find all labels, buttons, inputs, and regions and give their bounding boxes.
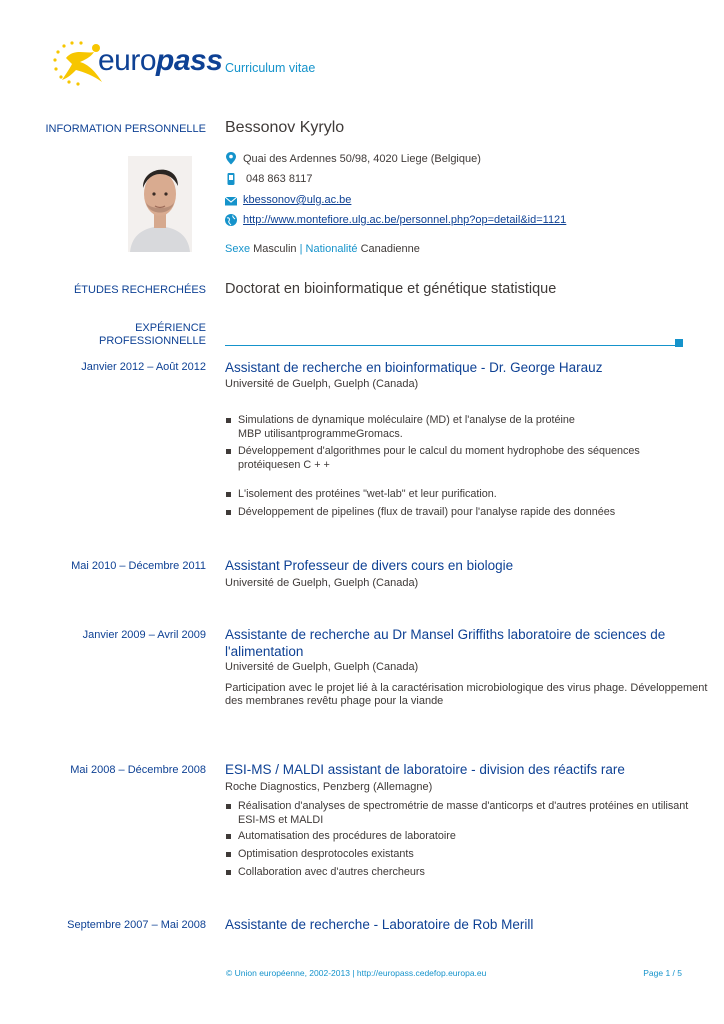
email-link[interactable]: kbessonov@ulg.ac.be	[243, 194, 352, 206]
studies-value: Doctorat en bioinformatique et génétique statistique	[225, 281, 557, 297]
exp1-title: Assistant de recherche en bioinformatique - Dr. George Harauz	[225, 360, 603, 375]
sex-label: Sexe	[225, 243, 251, 255]
profile-photo-image	[128, 156, 192, 252]
website-globe-icon	[224, 213, 238, 227]
website-link[interactable]: http://www.montefiore.ulg.ac.be/personnel.php?op=detail&id=1121	[243, 214, 567, 226]
exp1-employer: Université de Guelph, Guelph (Canada)	[225, 378, 419, 390]
section-label-experience-2: PROFESSIONNELLE	[99, 335, 206, 347]
exp2-title: Assistant Professeur de divers cours en biologie	[225, 558, 514, 573]
exp3-description-line1: Participation avec le projet lié à la caractérisation microbiologique des virus phage. Développement	[225, 682, 708, 694]
exp1-dates: Janvier 2012 – Août 2012	[81, 361, 206, 373]
address-text: Quai des Ardennes 50/98, 4020 Liege (Belgique)	[243, 153, 481, 165]
exp1-bullet-4: Développement de pipelines (flux de travail) pour l'analyse rapide des données	[226, 506, 698, 520]
person-name: Bessonov Kyrylo	[225, 119, 345, 136]
exp2-employer: Université de Guelph, Guelph (Canada)	[225, 577, 419, 589]
phone-text: 048 863 8117	[246, 173, 313, 185]
exp1-bullet-3: L'isolement des protéines "wet-lab" et leur purification.	[226, 488, 698, 502]
exp4-bullet-3: Optimisation desprotocoles existants	[226, 848, 698, 862]
profile-photo	[128, 156, 192, 252]
sex-nationality-row	[225, 242, 420, 256]
exp4-bullet-2: Automatisation des procédures de laboratoire	[226, 830, 698, 844]
exp3-employer: Université de Guelph, Guelph (Canada)	[225, 661, 419, 673]
exp4-title: ESI-MS / MALDI assistant de laboratoire - division des réactifs rare	[225, 762, 625, 777]
nationality-label: Nationalité	[305, 243, 358, 255]
separator: |	[299, 243, 303, 255]
exp1-bullet-2: Développement d'algorithmes pour le calcul du moment hydrophobe des séquences protéiquesen C + +	[226, 445, 698, 472]
nationality-value: Canadienne	[360, 243, 420, 255]
exp1-bullet-1: Simulations de dynamique moléculaire (MD) et l'analyse de la protéine MBP utilisantprogrammeGromacs.	[226, 414, 598, 441]
exp4-employer: Roche Diagnostics, Penzberg (Allemagne)	[225, 781, 433, 793]
exp4-bullet-4: Collaboration avec d'autres chercheurs	[226, 866, 698, 880]
exp2-dates: Mai 2010 – Décembre 2011	[71, 560, 206, 572]
section-label-experience-1: EXPÉRIENCE	[135, 322, 206, 334]
exp3-title-line1: Assistante de recherche au Dr Mansel Griffiths laboratoire de sciences de	[225, 627, 666, 642]
exp5-dates: Septembre 2007 – Mai 2008	[67, 919, 206, 931]
exp4-bullet-1: Réalisation d'analyses de spectrométrie de masse d'anticorps et d'autres protéines en utilisant ESI-MS et MALDI	[226, 800, 698, 827]
mobile-phone-icon	[224, 172, 238, 186]
exp3-title-line2: l'alimentation	[225, 644, 304, 659]
sex-value: Masculin	[253, 243, 297, 255]
location-pin-icon	[224, 151, 238, 165]
europass-logo	[50, 38, 223, 88]
footer-page-number: Page 1 / 5	[643, 968, 682, 978]
footer-copyright: © Union européenne, 2002-2013 | http://europass.cedefop.europa.eu	[226, 968, 487, 978]
section-divider	[225, 345, 675, 346]
exp5-title: Assistante de recherche - Laboratoire de Rob Merill	[225, 917, 534, 932]
doc-title: Curriculum vitae	[225, 61, 316, 75]
section-divider-square	[675, 339, 683, 347]
exp3-dates: Janvier 2009 – Avril 2009	[82, 629, 206, 641]
exp3-description-line2: des membranes revêtu phage pour la viande	[225, 695, 444, 707]
section-label-personal: INFORMATION PERSONNELLE	[45, 123, 206, 135]
logo-text-euro: euro	[98, 44, 157, 77]
logo-text-pass: pass	[156, 44, 223, 77]
exp4-dates: Mai 2008 – Décembre 2008	[70, 764, 206, 776]
email-envelope-icon	[224, 194, 238, 208]
section-label-studies: ÉTUDES RECHERCHÉES	[73, 284, 206, 296]
